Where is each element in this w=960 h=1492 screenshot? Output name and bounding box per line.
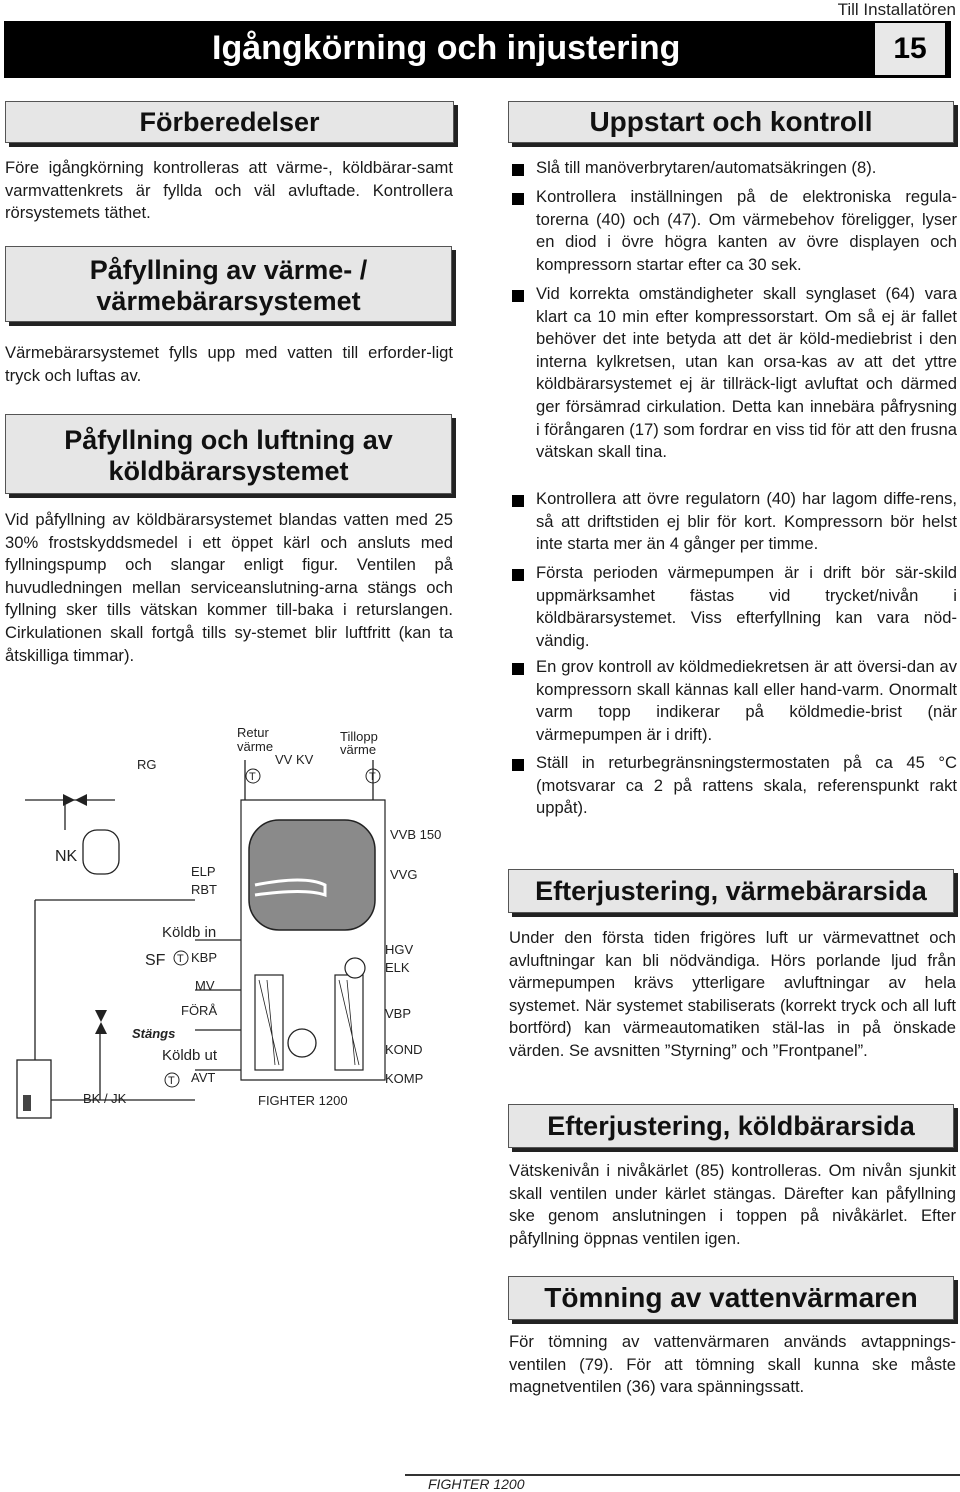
label-rbt: RBT	[191, 882, 217, 897]
label-retur-varme: värme	[237, 739, 274, 754]
label-tillopp: Tillopp	[340, 729, 378, 744]
header-band	[4, 21, 951, 78]
label-kond: KOND	[385, 1042, 423, 1057]
label-elp: ELP	[191, 864, 216, 879]
label-bk-jk: BK / JK	[83, 1091, 127, 1106]
bullet-text: Ställ in returbegränsningstermostaten på ca 45 °C (motsvarar ca 2 på rattens skala, referenspunkt rakt uppåt).	[536, 753, 957, 818]
heading-text: Tömning av vattenvärmaren	[544, 1282, 918, 1313]
heading-text: Förberedelser	[139, 107, 320, 137]
label-koldb-ut: Köldb ut	[162, 1047, 218, 1064]
paragraph-efterjustering-kold: Vätskenivån i nivåkärlet (85) kontrolleras. Om nivån sjunkit skall ventilen under kärlet stängas. Därefter kan påfyllning ske genom anslutningen i toppen på nivåkärlet. Efter påfyllning öppnas ventilen igen.	[509, 1161, 956, 1248]
valve-icon	[63, 794, 87, 806]
label-elk: ELK	[385, 960, 410, 975]
bullet-item	[512, 562, 957, 652]
label-rg: RG	[137, 757, 157, 772]
bullet-item	[512, 186, 957, 276]
label-komp: KOMP	[385, 1071, 424, 1086]
bullet-item	[512, 488, 957, 556]
bullet-item	[512, 752, 957, 820]
bullet-item	[512, 157, 957, 180]
label-vvg: VVG	[390, 867, 418, 882]
bullet-item	[512, 656, 957, 746]
paragraph-forberedelser: Före igångkörning kontrolleras att värme-, köldbärar-samt varmvattenkrets är fyllda och väl avluftade. Kontrollera rörsystemets täthet.	[5, 158, 453, 223]
heading-line: Påfyllning och luftning av	[64, 425, 393, 455]
heading-forberedelser	[5, 101, 454, 143]
label-sf: SF	[145, 952, 166, 969]
heading-efterjustering-varme	[508, 869, 954, 913]
heading-text: Efterjustering, köldbärarsida	[547, 1111, 915, 1141]
paragraph-tomning: För tömning av vattenvärmaren används avtappnings-ventilen (79). För att tömning skall kunna ske måste magnetventilen (36) vara spänningssatt.	[509, 1332, 956, 1397]
label-koldb-in: Köldb in	[162, 924, 217, 941]
label-stangs: Stängs	[132, 1026, 176, 1041]
page-title: Igångkörning och injustering	[212, 29, 681, 67]
thermometer-label: T	[168, 1075, 175, 1087]
label-vvb150: VVB 150	[390, 827, 442, 842]
label-vv-kv: VV KV	[275, 752, 314, 767]
heading-line: värmebärarsystemet	[96, 286, 361, 316]
bullet-text: Slå till manöverbrytaren/automatsäkringen (8).	[536, 158, 877, 177]
heading-efterjustering-kold	[508, 1104, 954, 1148]
hot-gas-valve-icon	[345, 958, 365, 978]
pump-icon	[23, 1095, 31, 1111]
label-avt: AVT	[191, 1070, 216, 1085]
paragraph-pafyllning-varme: Värmebärarsystemet fylls upp med vatten till erforder-ligt tryck och luftas av.	[5, 343, 453, 385]
bullet-text: Första perioden värmepumpen är i drift bör sär-skild uppmärksamhet fästas vid trycket/nivån i köldbärarsystemet. Viss efterfyllning kan vara nöd-vändig.	[536, 563, 957, 650]
label-hgv: HGV	[385, 942, 414, 957]
system-schematic	[5, 700, 465, 1140]
bullet-text: Vid korrekta omständigheter skall synglaset (64) vara klart ca 10 min efter kompressorstart. Om så ej är fallet behöver det inte betyda att det är köld-mediebrist i den interna kylkretsen, utan kan orsa-kas av att det yttre köldbärarsystemet ej är tillräck-ligt avluftat och därmed ger försämrad cirkulation. Detta kan innebära påfrysning i förångaren (17) som fordrar en viss tid för att den frusna vätskan skall tina.	[536, 284, 957, 462]
bullet-item	[512, 283, 957, 464]
fill-bucket	[17, 1060, 51, 1118]
header-section-label: Till Installatören	[837, 0, 956, 19]
compressor-icon	[288, 1029, 316, 1057]
label-fora: FÖRÅ	[181, 1003, 218, 1018]
footer-text: FIGHTER 1200	[428, 1476, 525, 1492]
paragraph-efterjustering-varme: Under den första tiden frigöres luft ur värmevattnet och avluftningar kan bli nödvändiga. Hörs porlande ljud från värmepumpen krävs ytterligare avluftningar av hela systemet. När systemet stabiliserats (korrekt tryck och all luft bortförd) kan värmeautomatiken stäl-las in på önskade värden. Se avsnitten ”Styrning” och ”Frontpanel”.	[509, 928, 956, 1060]
heading-line: köldbärarsystemet	[108, 456, 349, 486]
label-nk: NK	[55, 848, 78, 865]
label-retur: Retur	[237, 725, 269, 740]
thermometer-label: T	[249, 771, 256, 783]
thermometer-label: T	[369, 771, 376, 783]
thermometer-label: T	[177, 953, 184, 965]
heading-tomning	[508, 1276, 954, 1320]
bullet-text: Kontrollera att övre regulatorn (40) har lagom diffe-rens, så att driftstiden ej blir för kort. Kompressorn bör helst inte starta mer än 4 gånger per timme.	[536, 489, 957, 554]
expansion-vessel	[83, 830, 119, 874]
label-kbp: KBP	[191, 950, 218, 965]
heading-text: Efterjustering, värmebärarsida	[535, 876, 927, 906]
label-vbp: VBP	[385, 1006, 412, 1021]
valve-icon	[95, 1010, 107, 1034]
heading-pafyllning-koldbarar	[5, 414, 452, 494]
label-fighter: FIGHTER 1200	[258, 1093, 348, 1108]
label-mv: MV	[195, 978, 215, 993]
heading-line: Påfyllning av värme- /	[89, 255, 368, 285]
bullet-text: Kontrollera inställningen på de elektroniska regula-torerna (40) och (47). Om värmebehov föreligger, lyser en diod i övre högra kanten av övre displayen och kompressorn startar efter ca 30 sek.	[536, 187, 957, 274]
bullet-text: En grov kontroll av köldmediekretsen är att översi-dan av kompressorn skall kännas kall eller hand-varm. Onormalt varm topp indikerar på köldmedie-brist (när värmepumpen är i drift).	[536, 657, 957, 744]
heading-uppstart	[508, 101, 954, 143]
heading-pafyllning-varme	[5, 246, 452, 322]
page-number: 15	[875, 23, 945, 75]
paragraph-pafyllning-koldbarar: Vid påfyllning av köldbärarsystemet blandas vatten med 25 30% frostskyddsmedel i ett öppet kärl och ansluts med fyllningspump och slangar enligt figur. Ventilen på huvudledningen mellan serviceanslutning-arna stängs och fyllning sker tills vätskan kommer till-baka i returslangen. Cirkulationen skall fortgå tills sy-stemet blir luftfritt (kan ta åtskilliga timmar).	[5, 510, 453, 665]
label-tillopp-varme: värme	[340, 742, 377, 757]
water-heater-tank	[249, 820, 375, 930]
heading-text: Uppstart och kontroll	[589, 106, 873, 137]
